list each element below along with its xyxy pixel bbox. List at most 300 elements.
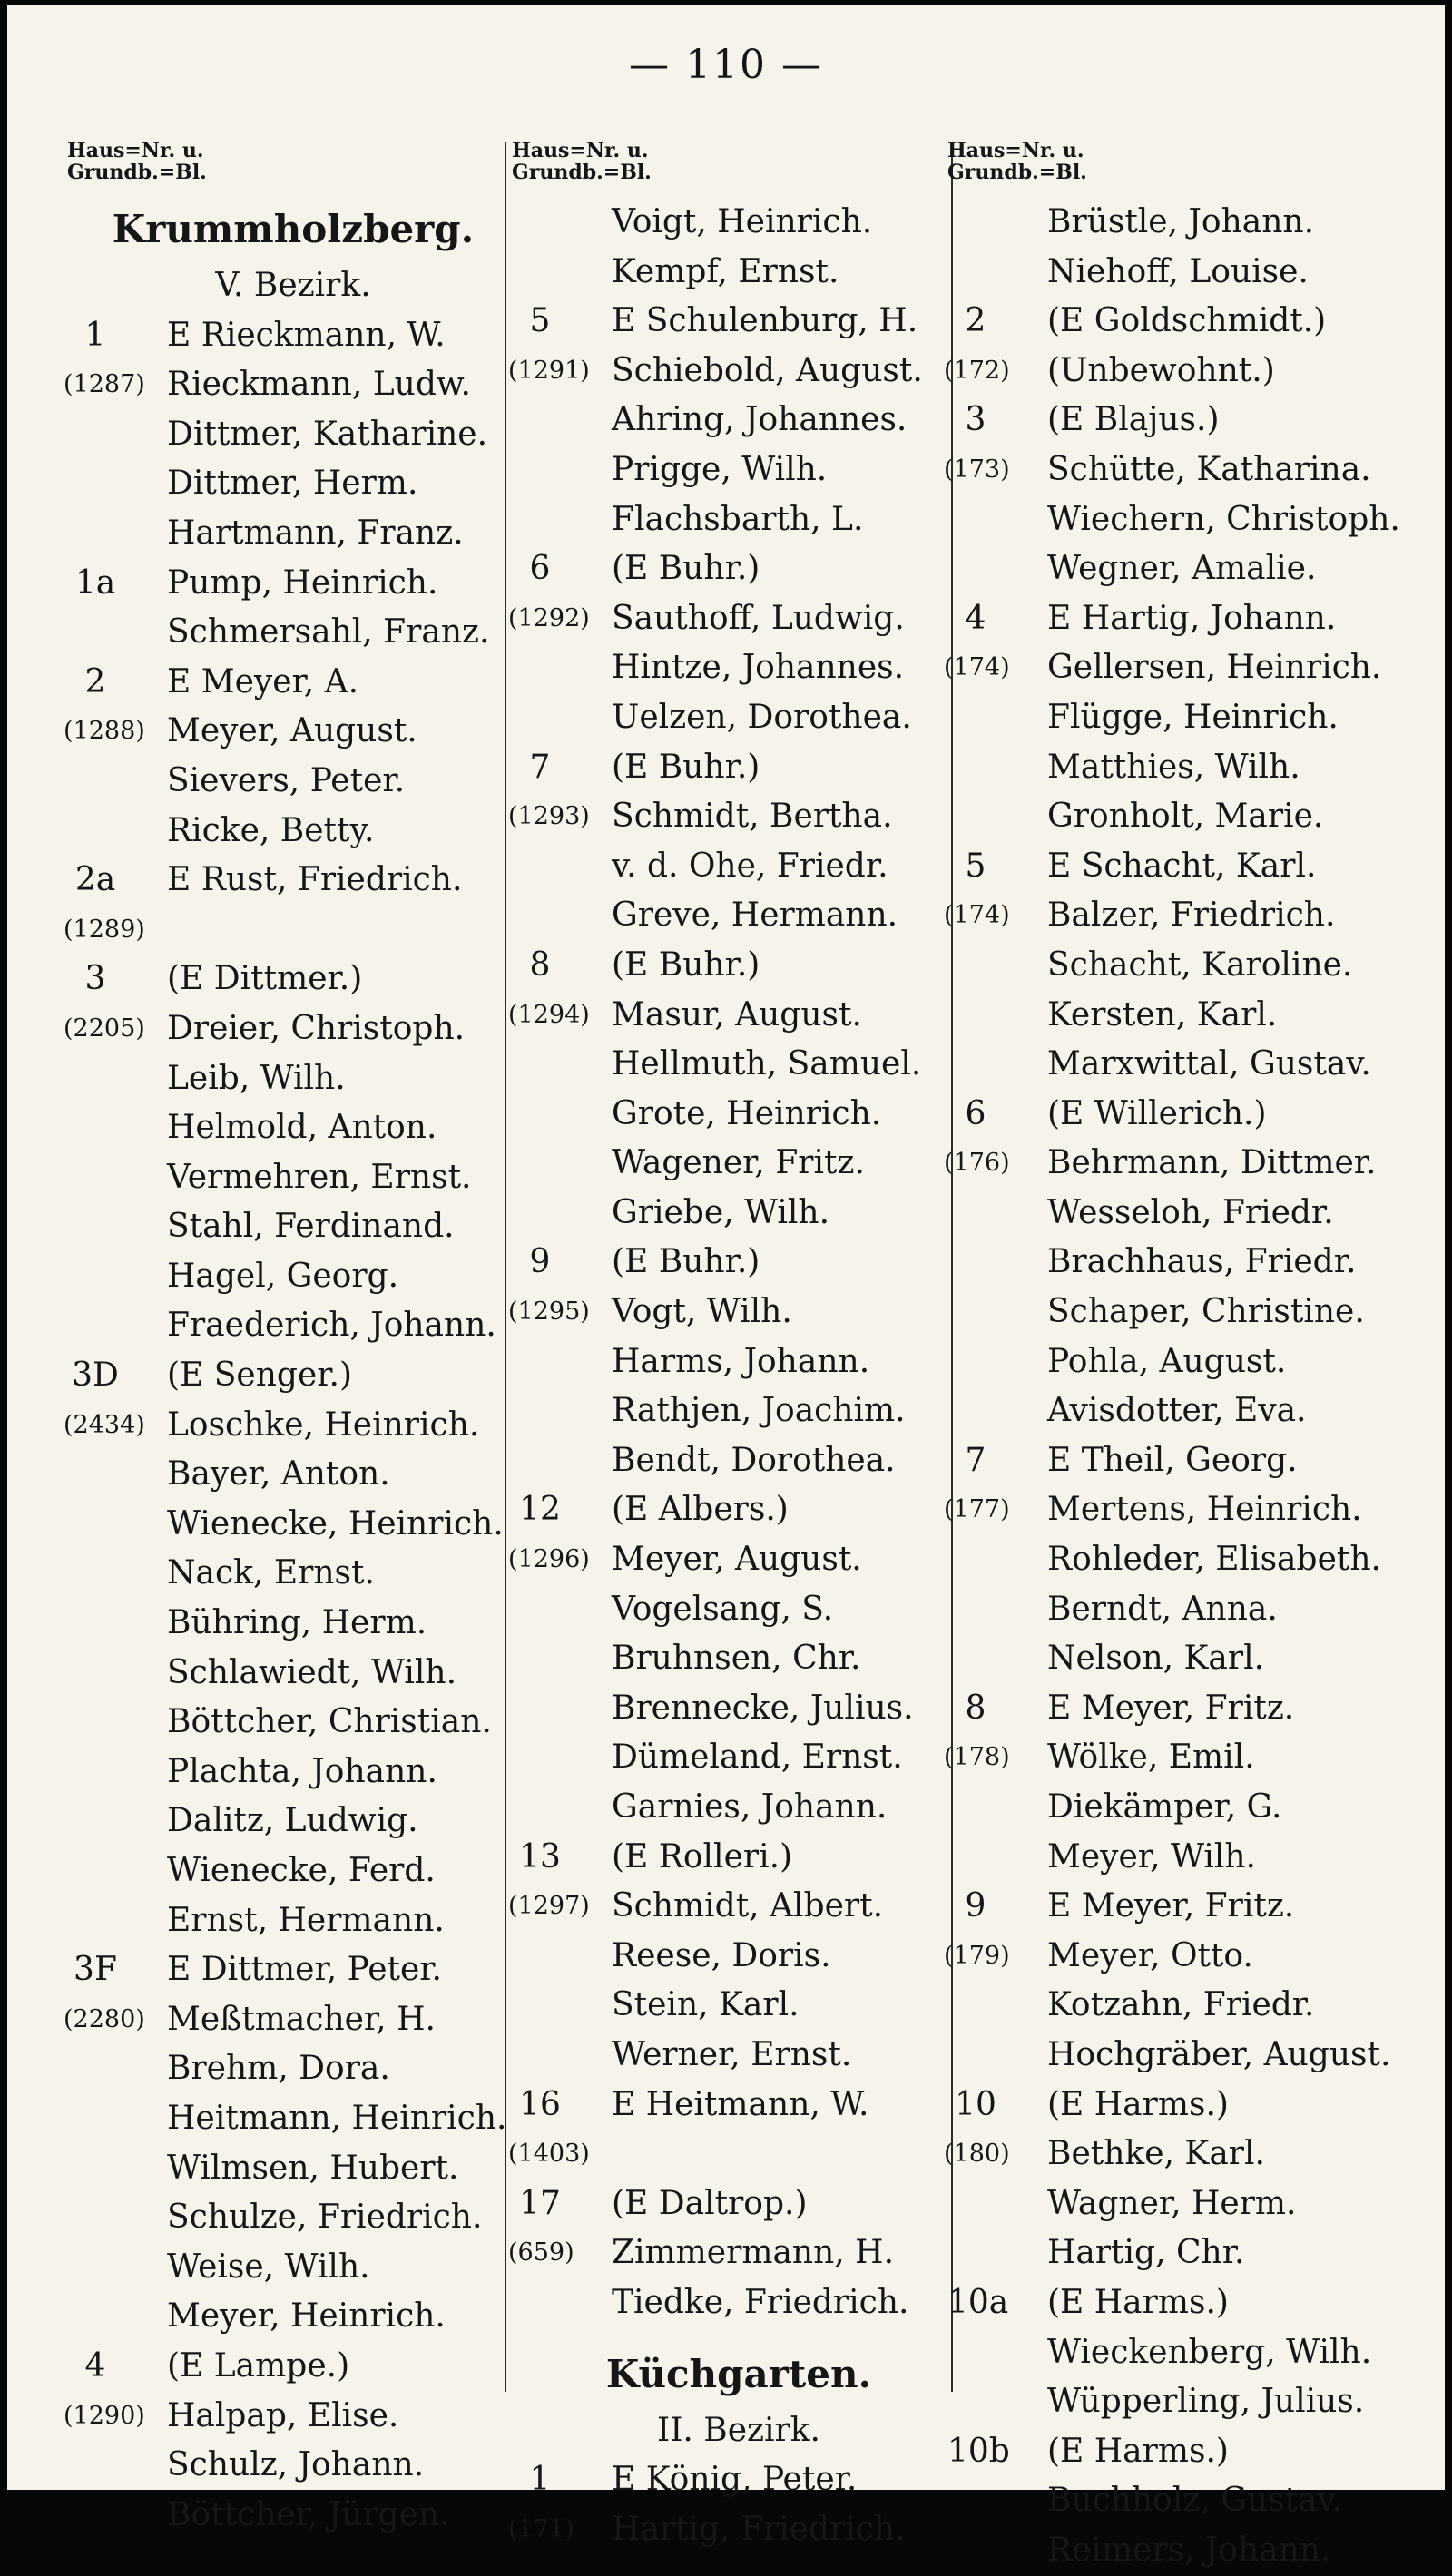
house-number: 6 xyxy=(965,1094,986,1132)
resident-name: Schmidt, Bertha. xyxy=(612,798,893,836)
resident-name: Gronholt, Marie. xyxy=(1047,798,1324,836)
resident-name: Dümeland, Ernst. xyxy=(612,1739,903,1777)
resident-name: Ernst, Hermann. xyxy=(167,1901,445,1939)
house-number: 8 xyxy=(965,1689,986,1727)
land-register-number: (172) xyxy=(944,356,1010,385)
land-register-number: (1290) xyxy=(64,2401,145,2430)
house-number: 10 xyxy=(955,2085,996,2123)
resident-name: Wiechern, Christoph. xyxy=(1047,500,1400,538)
entry-row xyxy=(944,1932,1410,1982)
entry-row xyxy=(947,1189,1410,1239)
entry-row xyxy=(512,842,947,892)
house-number: 4 xyxy=(84,2346,106,2385)
resident-name: Greve, Hermann. xyxy=(612,896,898,935)
resident-name: E Schacht, Karl. xyxy=(1047,847,1317,885)
resident-name: Plachta, Johann. xyxy=(167,1752,437,1790)
district-label: V. Bezirk. xyxy=(215,267,371,304)
resident-name: (E Daltrop.) xyxy=(612,2184,808,2222)
resident-name: Hartig, Chr. xyxy=(1047,2234,1245,2272)
entry-row xyxy=(512,1189,947,1239)
entry-row xyxy=(67,1450,501,1500)
resident-name: (E Harms.) xyxy=(1047,2283,1229,2321)
resident-name: Loschke, Heinrich. xyxy=(167,1406,480,1444)
entry-row xyxy=(947,297,1410,347)
resident-name: Meyer, August. xyxy=(167,712,417,750)
house-number: 2 xyxy=(84,662,106,700)
column-3 xyxy=(944,139,1410,2576)
entry-row xyxy=(947,495,1410,545)
resident-name: E Dittmer, Peter. xyxy=(167,1951,442,1989)
resident-name: Dittmer, Herm. xyxy=(167,465,418,503)
entry-row xyxy=(67,1054,501,1104)
entry-row xyxy=(947,2427,1410,2477)
resident-name: Wienecke, Heinrich. xyxy=(167,1504,504,1543)
resident-name: Mertens, Heinrich. xyxy=(1047,1491,1362,1529)
resident-name: Heitmann, Heinrich. xyxy=(167,2099,507,2137)
entry-row xyxy=(67,856,501,906)
house-number: 7 xyxy=(965,1441,986,1479)
entry-row xyxy=(947,1882,1410,1932)
resident-name: Böttcher, Christian. xyxy=(167,1703,492,1741)
resident-name: Marxwittal, Gustav. xyxy=(1047,1045,1371,1083)
resident-name: Pump, Heinrich. xyxy=(167,563,438,602)
land-register-number: (1295) xyxy=(508,1298,590,1327)
directory-page xyxy=(7,5,1445,2569)
entry-row xyxy=(512,891,947,941)
land-register-number: (173) xyxy=(944,455,1010,484)
resident-name: Wieckenberg, Wilh. xyxy=(1047,2333,1372,2371)
resident-name: (E Blajus.) xyxy=(1047,401,1220,439)
house-number: 1 xyxy=(529,2461,551,2499)
house-number: 7 xyxy=(529,748,551,786)
entry-row xyxy=(512,1485,947,1535)
street-heading: Krummholzberg. xyxy=(112,207,475,251)
entry-row xyxy=(67,459,501,509)
resident-name: v. d. Ohe, Friedr. xyxy=(612,847,888,885)
entry-row xyxy=(512,1139,947,1189)
district-label: II. Bezirk. xyxy=(656,2411,821,2449)
entry-row xyxy=(947,1634,1410,1684)
land-register-number: (174) xyxy=(944,653,1010,682)
entry-row xyxy=(947,198,1410,248)
land-register-number: (1296) xyxy=(508,1545,590,1574)
resident-name: Avisdotter, Eva. xyxy=(1047,1392,1307,1430)
entry-row xyxy=(512,2455,947,2505)
entry-row xyxy=(512,2179,947,2229)
entry-row xyxy=(947,2228,1410,2278)
entry-row xyxy=(67,1301,501,1351)
entry-row xyxy=(947,1386,1410,1436)
entry-row xyxy=(67,1252,501,1302)
resident-name: E Heitmann, W. xyxy=(612,2085,869,2123)
resident-name: Masur, August. xyxy=(612,995,862,1033)
entry-row xyxy=(512,1090,947,1140)
entry-row xyxy=(512,198,947,248)
entry-row xyxy=(64,1004,501,1054)
resident-name: Schütte, Katharina. xyxy=(1047,450,1371,488)
entry-row xyxy=(512,1386,947,1436)
entry-row xyxy=(512,643,947,693)
entry-row xyxy=(512,1634,947,1684)
land-register-number: (180) xyxy=(944,2140,1010,2169)
entry-row xyxy=(512,1337,947,1387)
resident-name: E Meyer, A. xyxy=(167,662,359,700)
house-number: 3F xyxy=(74,1951,117,1989)
resident-name: Berndt, Anna. xyxy=(1047,1590,1278,1628)
resident-name: Rathjen, Joachim. xyxy=(612,1392,906,1430)
resident-name: Brehm, Dora. xyxy=(167,2050,390,2088)
house-number: 10a xyxy=(947,2283,1009,2321)
entry-row xyxy=(512,1981,947,2031)
resident-name: Hartmann, Franz. xyxy=(167,514,464,552)
resident-name: Vogt, Wilh. xyxy=(612,1293,792,1331)
resident-name: Brennecke, Julius. xyxy=(612,1689,914,1727)
entry-row xyxy=(947,1337,1410,1387)
resident-name: Wüpperling, Julius. xyxy=(1047,2383,1365,2421)
resident-name: Meyer, Wilh. xyxy=(1047,1837,1256,1876)
entry-row xyxy=(947,991,1410,1041)
resident-name: Wesseloh, Friedr. xyxy=(1047,1193,1334,1231)
resident-name: Rieckmann, Ludw. xyxy=(167,366,471,404)
resident-name: Hochgräber, August. xyxy=(1047,2035,1391,2073)
resident-name: Buchholz, Gustav. xyxy=(1047,2482,1343,2520)
resident-name: Prigge, Wilh. xyxy=(612,450,828,488)
entry-row xyxy=(508,1882,947,1932)
resident-name: Grote, Heinrich. xyxy=(612,1094,882,1132)
entry-row xyxy=(512,941,947,991)
land-register-number: (176) xyxy=(944,1149,1010,1178)
entry-row xyxy=(67,1945,501,1995)
resident-name: (E Dittmer.) xyxy=(167,960,363,998)
resident-name: Gellersen, Heinrich. xyxy=(1047,649,1382,687)
resident-name: (E Buhr.) xyxy=(612,945,760,984)
resident-name: Matthies, Wilh. xyxy=(1047,748,1300,786)
entry-row xyxy=(67,1103,501,1153)
entry-row xyxy=(67,807,501,857)
resident-name: Schacht, Karoline. xyxy=(1047,945,1353,984)
resident-name: Nack, Ernst. xyxy=(167,1554,375,1592)
entry-row xyxy=(67,757,501,807)
resident-name: Schiebold, August. xyxy=(612,351,923,389)
resident-name: Wölke, Emil. xyxy=(1047,1739,1255,1777)
resident-name: Dittmer, Katharine. xyxy=(167,415,488,453)
entry-row xyxy=(64,360,501,410)
house-number: 3 xyxy=(84,960,106,998)
entry-row xyxy=(947,1090,1410,1140)
resident-name: E Hartig, Johann. xyxy=(1047,599,1337,637)
resident-name: Halpap, Elise. xyxy=(167,2396,399,2434)
page-number: — 110 — xyxy=(629,42,823,88)
entry-row xyxy=(67,2144,501,2194)
entry-row xyxy=(947,1585,1410,1635)
resident-name: Nelson, Karl. xyxy=(1047,1640,1265,1678)
entry-row xyxy=(947,544,1410,594)
resident-name: Hellmuth, Samuel. xyxy=(612,1045,922,1083)
entry-row xyxy=(512,446,947,495)
entry-row xyxy=(947,2081,1410,2130)
column-header xyxy=(67,140,501,183)
resident-name: Meyer, Heinrich. xyxy=(167,2297,446,2336)
house-number: 16 xyxy=(519,2085,561,2123)
entry-row xyxy=(512,248,947,298)
land-register-number: (1288) xyxy=(64,717,145,746)
entry-row xyxy=(67,1500,504,1550)
house-number: 1 xyxy=(84,316,106,354)
resident-name: Helmold, Anton. xyxy=(167,1109,437,1147)
land-register-number: (1287) xyxy=(64,370,145,399)
resident-name: Böttcher, Jürgen. xyxy=(167,2495,450,2533)
resident-name: (E Willerich.) xyxy=(1047,1094,1267,1132)
land-register-number: (1292) xyxy=(508,603,590,632)
entry-row xyxy=(947,1684,1410,1734)
house-number: 3D xyxy=(72,1357,119,1395)
resident-name: Sievers, Peter. xyxy=(167,761,406,799)
entry-row xyxy=(512,1783,947,1833)
house-number: 9 xyxy=(529,1243,551,1281)
entry-row xyxy=(67,2441,501,2491)
house-number: 17 xyxy=(519,2184,561,2222)
land-register-number: (2280) xyxy=(64,2004,145,2033)
entry-row xyxy=(67,2094,507,2144)
column-divider xyxy=(505,142,506,2392)
resident-name: Werner, Ernst. xyxy=(612,2035,852,2073)
entry-row xyxy=(947,1783,1410,1833)
resident-name: Hintze, Johannes. xyxy=(612,649,905,687)
entry-row xyxy=(508,2505,947,2555)
land-register-number: (659) xyxy=(508,2238,574,2267)
house-number: 4 xyxy=(965,599,986,637)
entry-row xyxy=(512,544,947,594)
house-number: 3 xyxy=(965,401,986,439)
resident-name: Meßtmacher, H. xyxy=(167,2000,436,2038)
house-number: 1a xyxy=(74,563,116,602)
resident-name: Hagel, Georg. xyxy=(167,1257,399,1295)
resident-name: Balzer, Friedrich. xyxy=(1047,896,1336,935)
entry-row xyxy=(947,1238,1410,1288)
entry-row xyxy=(947,1436,1410,1486)
entry-row xyxy=(947,2179,1410,2229)
column-header-line: Grundb.=Bl. xyxy=(947,161,1087,184)
resident-name: (E Buhr.) xyxy=(612,748,760,786)
house-number: 5 xyxy=(529,302,551,340)
entry-row xyxy=(947,2377,1410,2427)
resident-name: Reimers, Johann. xyxy=(1047,2531,1331,2569)
resident-name: Griebe, Wilh. xyxy=(612,1193,830,1231)
entry-row xyxy=(508,2228,947,2278)
entry-row xyxy=(947,693,1410,743)
land-register-number: (178) xyxy=(944,1743,1010,1772)
entry-row xyxy=(944,891,1410,941)
entry-row xyxy=(947,2476,1410,2526)
resident-name: E Schulenburg, H. xyxy=(612,302,918,340)
entry-row xyxy=(67,1549,501,1599)
house-number: 13 xyxy=(519,1837,561,1876)
entry-row xyxy=(67,2292,501,2342)
entry-row xyxy=(947,248,1410,298)
resident-name: Schlawiedt, Wilh. xyxy=(167,1653,457,1691)
entry-row xyxy=(508,1288,947,1337)
entry-row xyxy=(67,608,501,658)
column-2 xyxy=(508,139,947,2554)
resident-name: Behrmann, Dittmer. xyxy=(1047,1144,1377,1182)
entry-row xyxy=(947,594,1410,644)
land-register-number: (1297) xyxy=(508,1892,590,1921)
entry-row xyxy=(512,495,947,545)
resident-name: Weise, Wilh. xyxy=(167,2248,370,2286)
resident-name: Ahring, Johannes. xyxy=(612,401,908,439)
resident-name: Wagner, Herm. xyxy=(1047,2184,1297,2222)
entry-row xyxy=(508,792,947,842)
resident-name: Dreier, Christoph. xyxy=(167,1009,466,1047)
resident-name: Wegner, Amalie. xyxy=(1047,550,1317,588)
entry-row xyxy=(67,509,501,559)
resident-name: E Meyer, Fritz. xyxy=(1047,1689,1295,1727)
resident-name: Rohleder, Elisabeth. xyxy=(1047,1541,1381,1579)
resident-name: Zimmermann, H. xyxy=(612,2234,895,2272)
entry-row xyxy=(64,1401,501,1451)
resident-name: Leib, Wilh. xyxy=(167,1059,346,1097)
entry-row xyxy=(512,2278,947,2328)
house-number: 6 xyxy=(529,550,551,588)
entry-row xyxy=(508,347,947,397)
entry-row xyxy=(512,2081,947,2130)
resident-name: E König, Peter. xyxy=(612,2461,858,2499)
entry-row xyxy=(512,1932,947,1982)
resident-name: Bethke, Karl. xyxy=(1047,2135,1265,2173)
entry-row xyxy=(67,2342,501,2392)
resident-name: Schulz, Johann. xyxy=(167,2446,425,2484)
resident-name: Brüstle, Johann. xyxy=(1047,203,1315,240)
entry-row xyxy=(67,410,501,460)
entry-row xyxy=(512,693,947,743)
entry-row xyxy=(67,1351,501,1401)
resident-name: Wilmsen, Hubert. xyxy=(167,2149,459,2187)
entry-row xyxy=(67,955,501,1004)
entry-row xyxy=(64,2392,501,2442)
land-register-number: (1294) xyxy=(508,1000,590,1029)
land-register-number: (179) xyxy=(944,1941,1010,1970)
entry-row xyxy=(67,1748,501,1797)
entry-row xyxy=(947,842,1410,892)
resident-name: (E Lampe.) xyxy=(167,2346,350,2385)
column-header-line: Haus=Nr. u. xyxy=(67,139,204,162)
column-header xyxy=(947,140,1410,183)
entry-row xyxy=(947,1981,1410,2031)
resident-name: Meyer, August. xyxy=(612,1541,862,1579)
column-header-line: Grundb.=Bl. xyxy=(512,161,652,184)
resident-name: Bayer, Anton. xyxy=(167,1455,390,1494)
entry-row xyxy=(944,643,1410,693)
resident-name: (E Buhr.) xyxy=(612,550,760,588)
entry-row xyxy=(947,941,1410,991)
resident-name: Harms, Johann. xyxy=(612,1342,870,1380)
land-register-number: (1403) xyxy=(508,2140,590,2169)
resident-name: Schmersahl, Franz. xyxy=(167,613,490,651)
resident-name: Wagener, Fritz. xyxy=(612,1144,865,1182)
house-number: 2 xyxy=(965,302,986,340)
entry-row xyxy=(67,311,501,361)
resident-name: Diekämper, G. xyxy=(1047,1788,1282,1826)
column-header xyxy=(512,140,947,183)
entry-row xyxy=(512,1436,947,1486)
resident-name: Ricke, Betty. xyxy=(167,811,375,849)
entry-row xyxy=(944,446,1410,495)
entry-row xyxy=(947,396,1410,446)
resident-name: Flügge, Heinrich. xyxy=(1047,698,1339,736)
resident-name: Bruhnsen, Chr. xyxy=(612,1640,861,1678)
entry-row xyxy=(947,1288,1410,1337)
resident-name: Voigt, Heinrich. xyxy=(612,203,873,240)
resident-name: Sauthoff, Ludwig. xyxy=(612,599,905,637)
land-register-number: (174) xyxy=(944,901,1010,930)
entry-row xyxy=(944,1485,1410,1535)
resident-name: Schulze, Friedrich. xyxy=(167,2199,483,2237)
land-register-number: (2205) xyxy=(64,1014,145,1043)
resident-name: (E Buhr.) xyxy=(612,1243,760,1281)
resident-name: Stein, Karl. xyxy=(612,1986,800,2024)
column-header-line: Grundb.=Bl. xyxy=(67,161,207,184)
resident-name: Reese, Doris. xyxy=(612,1936,831,1974)
house-number: 9 xyxy=(965,1887,986,1925)
entry-row xyxy=(67,2193,501,2243)
entry-row xyxy=(512,1585,947,1635)
resident-name: Schaper, Christine. xyxy=(1047,1293,1365,1331)
resident-name: Schmidt, Albert. xyxy=(612,1887,884,1925)
resident-name: Meyer, Otto. xyxy=(1047,1936,1253,1974)
entry-row xyxy=(67,1797,501,1846)
entry-row xyxy=(67,2491,501,2541)
resident-name: Garnies, Johann. xyxy=(612,1788,888,1826)
resident-name: (E Rolleri.) xyxy=(612,1837,793,1876)
entry-row xyxy=(512,396,947,446)
resident-name: Flachsbarth, L. xyxy=(612,500,864,538)
resident-name: E Meyer, Fritz. xyxy=(1047,1887,1295,1925)
entry-row xyxy=(512,297,947,347)
entry-row xyxy=(947,792,1410,842)
entry-row xyxy=(947,1040,1410,1090)
column-header-line: Haus=Nr. u. xyxy=(947,139,1084,162)
entry-row xyxy=(944,1139,1410,1189)
resident-name: Niehoff, Louise. xyxy=(1047,252,1309,290)
resident-name: (E Goldschmidt.) xyxy=(1047,302,1327,340)
column-header-line: Haus=Nr. u. xyxy=(512,139,649,162)
resident-name: Fraederich, Johann. xyxy=(167,1307,496,1345)
entry-row xyxy=(512,2031,947,2081)
resident-name: Stahl, Ferdinand. xyxy=(167,1208,455,1246)
entry-row xyxy=(512,1684,947,1734)
entry-row xyxy=(67,2044,501,2094)
entry-row xyxy=(67,2243,501,2293)
entry-row xyxy=(508,1535,947,1585)
resident-name: (Unbewohnt.) xyxy=(1047,351,1275,389)
resident-name: Bendt, Dorothea. xyxy=(612,1441,896,1479)
entry-row xyxy=(67,658,501,708)
house-number: 10b xyxy=(947,2432,1010,2470)
entry-row xyxy=(64,906,501,955)
entry-row xyxy=(512,1238,947,1288)
entry-row xyxy=(67,1649,501,1699)
land-register-number: (1293) xyxy=(508,802,590,831)
entry-row xyxy=(947,2278,1410,2328)
resident-name: Kempf, Ernst. xyxy=(612,252,839,290)
house-number: 8 xyxy=(529,945,551,984)
land-register-number: (1291) xyxy=(508,356,590,385)
entry-row xyxy=(947,1535,1410,1585)
resident-name: Wienecke, Ferd. xyxy=(167,1852,436,1889)
resident-name: E Theil, Georg. xyxy=(1047,1441,1298,1479)
house-number: 12 xyxy=(519,1491,561,1529)
resident-name: Kotzahn, Friedr. xyxy=(1047,1986,1315,2024)
